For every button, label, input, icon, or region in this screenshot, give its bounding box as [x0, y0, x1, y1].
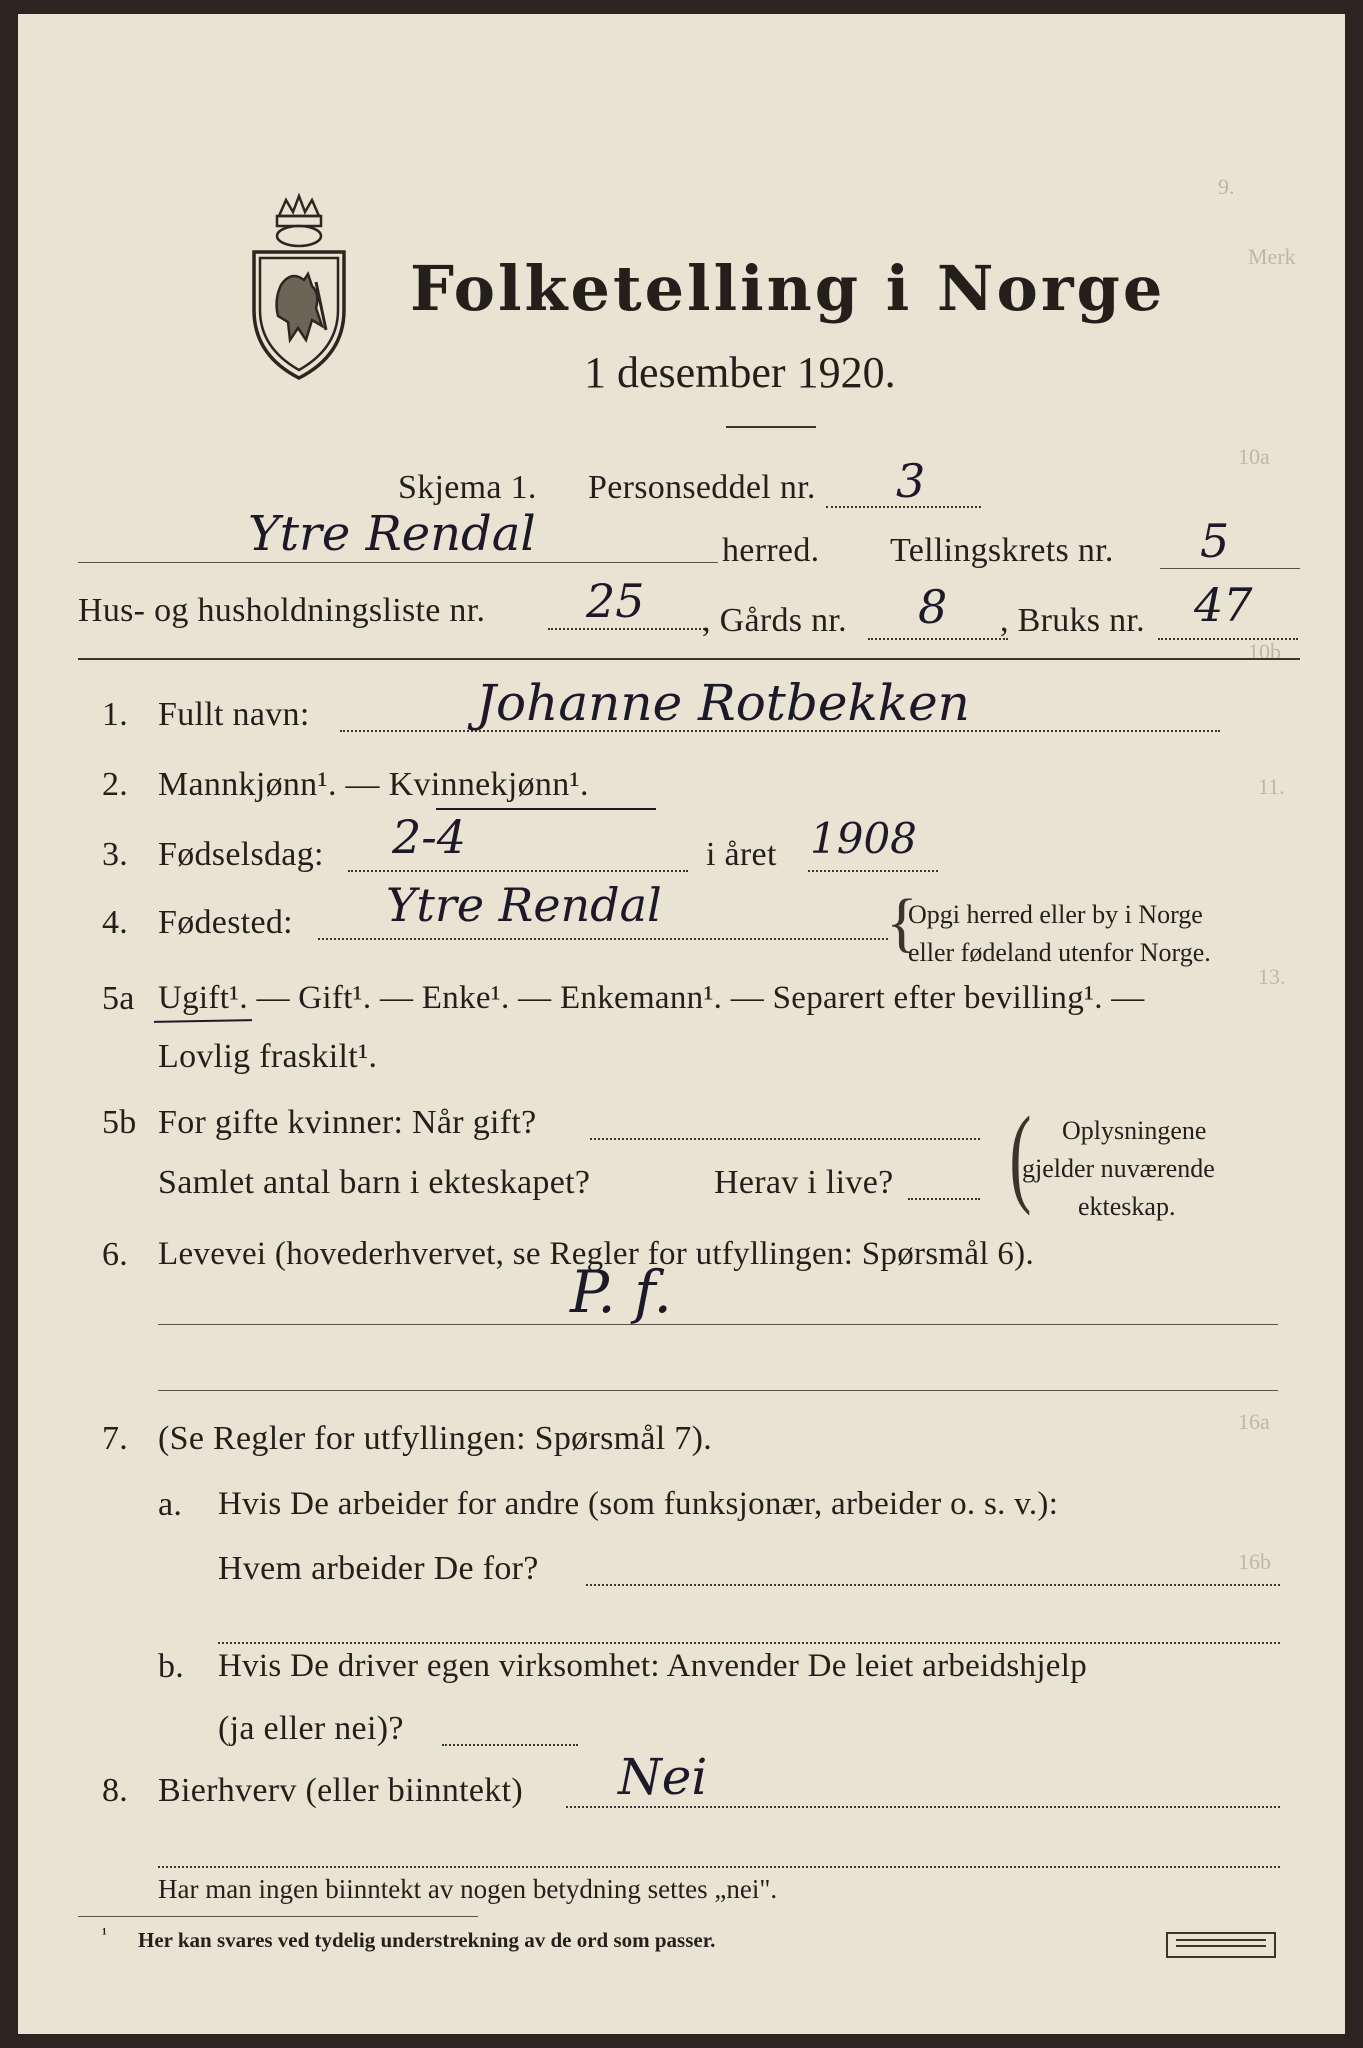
- q4-number: 4.: [102, 904, 129, 941]
- q8-bierhverv-value: Nei: [618, 1748, 708, 1806]
- tellingskrets-label: Tellingskrets nr.: [890, 532, 1114, 569]
- q5b-antal-barn-label: Samlet antal barn i ekteskapet?: [158, 1164, 591, 1201]
- q8-line2: [158, 1866, 1280, 1868]
- bleed-through-text: Merk: [1248, 244, 1296, 269]
- q7a-question: Hvis De arbeider for andre (som funksjonær, arbeider o. s. v.):: [218, 1486, 1059, 1522]
- bleed-through-text: 10a: [1238, 444, 1270, 469]
- tellingskrets-line: [1160, 568, 1300, 569]
- q3-year-line: [808, 870, 938, 872]
- printer-stamp: [1166, 1932, 1276, 1958]
- q5b-note-line2: gjelder nuværende: [1022, 1154, 1215, 1183]
- norwegian-coat-of-arms-icon: [246, 190, 352, 382]
- q3-birth-year: 1908: [810, 814, 917, 863]
- bleed-through-text: 10b: [1248, 639, 1281, 664]
- q4-label: Fødested:: [158, 904, 293, 941]
- bleed-through-text: 13.: [1258, 964, 1286, 989]
- q5b-herav-i-live-label: Herav i live?: [714, 1164, 894, 1201]
- q3-number: 3.: [102, 836, 129, 873]
- q7b-line: [442, 1744, 578, 1746]
- q1-label: Fullt navn:: [158, 696, 310, 733]
- q7a-line2: [218, 1642, 1280, 1644]
- tellingskrets-number: 5: [1200, 514, 1230, 568]
- herred-label: herred.: [722, 532, 820, 569]
- q7b-question: Hvis De driver egen virksomhet: Anvender De leiet arbeidshjelp: [218, 1648, 1088, 1684]
- biinntekt-note: Har man ingen biinntekt av nogen betydning settes „nei".: [158, 1874, 778, 1904]
- q2-label: Mannkjønn¹. — Kvinnekjønn¹.: [158, 766, 589, 803]
- footnote-marker: ¹: [102, 1926, 107, 1943]
- q7-number: 7.: [102, 1420, 129, 1457]
- bleed-through-text: 16b: [1238, 1549, 1271, 1574]
- q5b-brace: (: [1009, 1094, 1032, 1216]
- q7a-hvem-label: Hvem arbeider De for?: [218, 1550, 539, 1587]
- q7b-letter: b.: [158, 1648, 185, 1685]
- census-form-page: [18, 14, 1345, 2034]
- q1-number: 1.: [102, 696, 129, 733]
- q3-date-line: [348, 870, 688, 872]
- q1-full-name: Johanne Rotbekken: [476, 674, 970, 732]
- q4-brace: {: [886, 886, 918, 959]
- q4-note-line1: Opgi herred eller by i Norge: [908, 900, 1203, 929]
- q6-number: 6.: [102, 1236, 129, 1273]
- footnote-text: Her kan svares ved tydelig understrekning av de ord som passer.: [138, 1928, 716, 1952]
- q6-line1: [158, 1324, 1278, 1325]
- header-separator: [78, 658, 1300, 660]
- q4-note-line2: eller fødeland utenfor Norge.: [908, 938, 1211, 967]
- q5a-options: Ugift¹. — Gift¹. — Enke¹. — Enkemann¹. — Separert efter bevilling¹. —: [158, 980, 1145, 1016]
- personseddel-label: Personseddel nr.: [588, 469, 816, 506]
- q7-label: (Se Regler for utfyllingen: Spørsmål 7).: [158, 1420, 713, 1457]
- q4-line: [318, 938, 888, 940]
- bleed-through-text: 11.: [1258, 774, 1285, 799]
- q8-number: 8.: [102, 1772, 129, 1809]
- form-title: Folketelling i Norge: [410, 252, 1166, 325]
- gards-number: 8: [918, 580, 948, 634]
- census-date: 1 desember 1920.: [584, 348, 896, 397]
- husholdningsliste-label: Hus- og husholdningsliste nr.: [78, 592, 486, 629]
- bleed-through-text: 16a: [1238, 1409, 1270, 1434]
- q7a-letter: a.: [158, 1486, 183, 1523]
- skjema-label: Skjema 1.: [398, 469, 537, 506]
- husholdningsliste-line: [548, 628, 708, 630]
- q6-occupation: P. f.: [570, 1258, 672, 1326]
- q5a-number: 5a: [102, 980, 135, 1017]
- q5b-note-line1: Oplysningene: [1062, 1116, 1207, 1145]
- q2-kvinnekjonn-underline: [436, 808, 656, 810]
- q2-number: 2.: [102, 766, 129, 803]
- bruks-label: , Bruks nr.: [1000, 602, 1145, 639]
- q6-label: Levevei (hovederhvervet, se Regler for utfyllingen: Spørsmål 6).: [158, 1236, 1035, 1272]
- q7b-ja-nei-label: (ja eller nei)?: [218, 1710, 404, 1747]
- q4-birthplace: Ytre Rendal: [386, 878, 662, 932]
- personseddel-number: 3: [896, 454, 926, 508]
- q6-line2: [158, 1390, 1278, 1391]
- q8-label: Bierhverv (eller biinntekt): [158, 1772, 523, 1809]
- gards-line: [868, 638, 1008, 640]
- q5b-nar-gift-line: [590, 1138, 980, 1140]
- q3-label: Fødselsdag:: [158, 836, 324, 873]
- q5b-note-line3: ekteskap.: [1078, 1192, 1176, 1221]
- q8-line1: [566, 1806, 1280, 1808]
- q5b-herav-line: [908, 1198, 980, 1200]
- q5b-line1: For gifte kvinner: Når gift?: [158, 1104, 537, 1141]
- bleed-through-text: 9.: [1218, 174, 1235, 199]
- q5b-number: 5b: [102, 1104, 137, 1141]
- q7a-line1: [586, 1584, 1280, 1586]
- herred-line: [78, 562, 718, 563]
- bruks-number: 47: [1194, 578, 1253, 632]
- footnote-divider: [78, 1916, 478, 1917]
- bruks-line: [1158, 638, 1298, 640]
- husholdningsliste-number: 25: [586, 574, 645, 628]
- q5a-lovlig-fraskilt: Lovlig fraskilt¹.: [158, 1038, 378, 1075]
- gards-label: , Gårds nr.: [702, 602, 847, 639]
- q3-birth-date: 2-4: [392, 810, 467, 864]
- herred-value: Ytre Rendal: [248, 506, 536, 562]
- title-divider: [726, 426, 816, 428]
- q3-year-label: i året: [706, 836, 777, 873]
- q5a-ugift-underline: [154, 1019, 252, 1023]
